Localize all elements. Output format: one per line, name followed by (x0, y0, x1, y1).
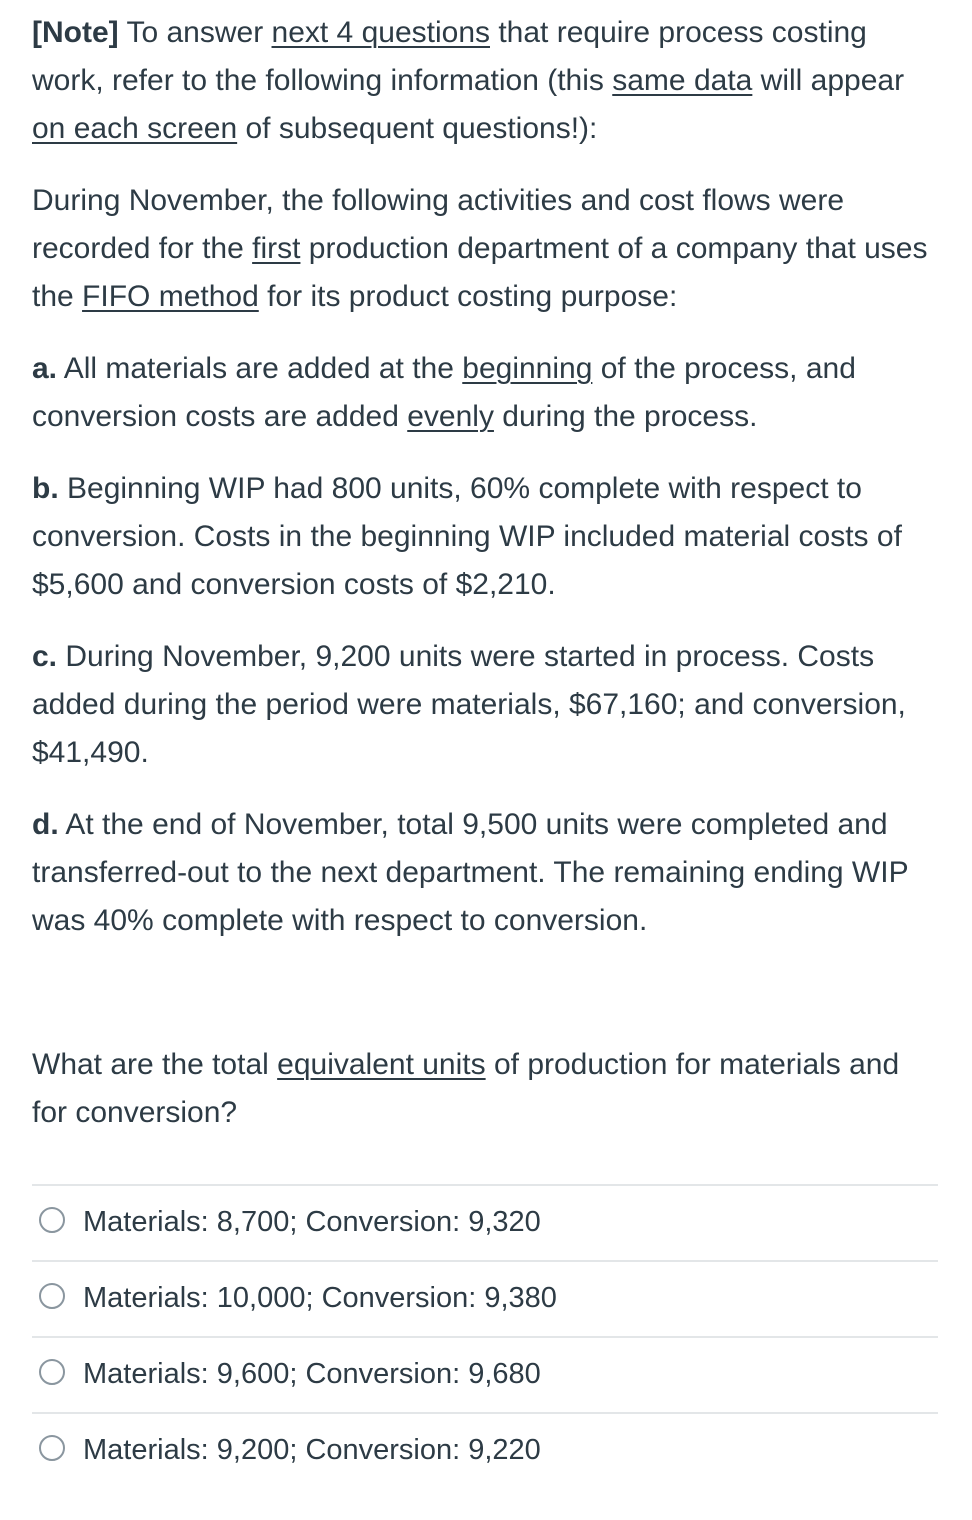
item-a-label: a. (32, 352, 58, 385)
radio-button[interactable] (39, 1207, 65, 1233)
answer-option-3[interactable] (32, 1338, 938, 1414)
answer-option-4[interactable] (32, 1414, 938, 1488)
item-a-text: during the process. (493, 400, 758, 433)
answer-label[interactable]: Materials: 9,600; Conversion: 9,680 (83, 1358, 541, 1390)
item-b-paragraph (32, 465, 932, 609)
radio-button[interactable] (39, 1283, 65, 1309)
intro-text: production department of a company that uses the (32, 232, 928, 313)
item-b-text: Beginning WIP had 800 units, 60% complete with respect to conversion. Costs in the beginning WIP included material costs of $5,600 and conversion costs of $2,210. (32, 472, 902, 601)
item-c-paragraph (32, 633, 932, 777)
item-d-paragraph (32, 801, 932, 945)
item-a-paragraph (32, 345, 932, 441)
item-c-text: During November, 9,200 units were started in process. Costs added during the period were materials, $67,160; and conversion, $41,490. (32, 640, 906, 769)
answer-option-1[interactable] (32, 1186, 938, 1262)
answer-label[interactable]: Materials: 9,200; Conversion: 9,220 (83, 1434, 541, 1466)
intro-text: for its product costing purpose: (258, 280, 678, 313)
note-lead: [Note] (32, 16, 119, 49)
answer-list (32, 1184, 938, 1488)
item-d-text: At the end of November, total 9,500 units were completed and transferred-out to the next department. The remaining ending WIP was 40% complete with respect to conversion. (32, 808, 909, 937)
answer-option-2[interactable] (32, 1262, 938, 1338)
item-c-label: c. (32, 640, 58, 673)
radio-button[interactable] (39, 1359, 65, 1385)
intro-text: During November, the following activities and cost flows were recorded for the (32, 184, 845, 265)
note-paragraph (32, 9, 932, 153)
intro-underline-first: first (252, 232, 301, 265)
intro-underline-fifo: FIFO method (82, 280, 259, 313)
item-b-label: b. (32, 472, 59, 505)
item-a-underline-evenly: evenly (407, 400, 494, 433)
question-text (32, 1041, 932, 1137)
note-underline-each-screen: on each screen (32, 112, 238, 145)
item-d-label: d. (32, 808, 59, 841)
item-a-text: All materials are added at the (57, 352, 463, 385)
note-underline-next-questions: next 4 questions (271, 16, 490, 49)
answer-label[interactable]: Materials: 10,000; Conversion: 9,380 (83, 1282, 557, 1314)
radio-button[interactable] (39, 1435, 65, 1461)
question-part: What are the total (32, 1048, 278, 1081)
note-text: To answer (118, 16, 272, 49)
note-underline-same-data: same data (612, 64, 753, 97)
item-a-text: of the process, and conversion costs are added (32, 352, 856, 433)
question-underline-equivalent-units: equivalent units (277, 1048, 486, 1081)
intro-paragraph (32, 177, 932, 321)
note-text: that require process costing work, refer to the following information (this (32, 16, 867, 97)
note-text: will appear (752, 64, 905, 97)
note-text: of subsequent questions!): (237, 112, 598, 145)
answer-label[interactable]: Materials: 8,700; Conversion: 9,320 (83, 1206, 541, 1238)
question-part: of production for materials and for conversion? (32, 1048, 900, 1129)
item-a-underline-beginning: beginning (462, 352, 593, 385)
